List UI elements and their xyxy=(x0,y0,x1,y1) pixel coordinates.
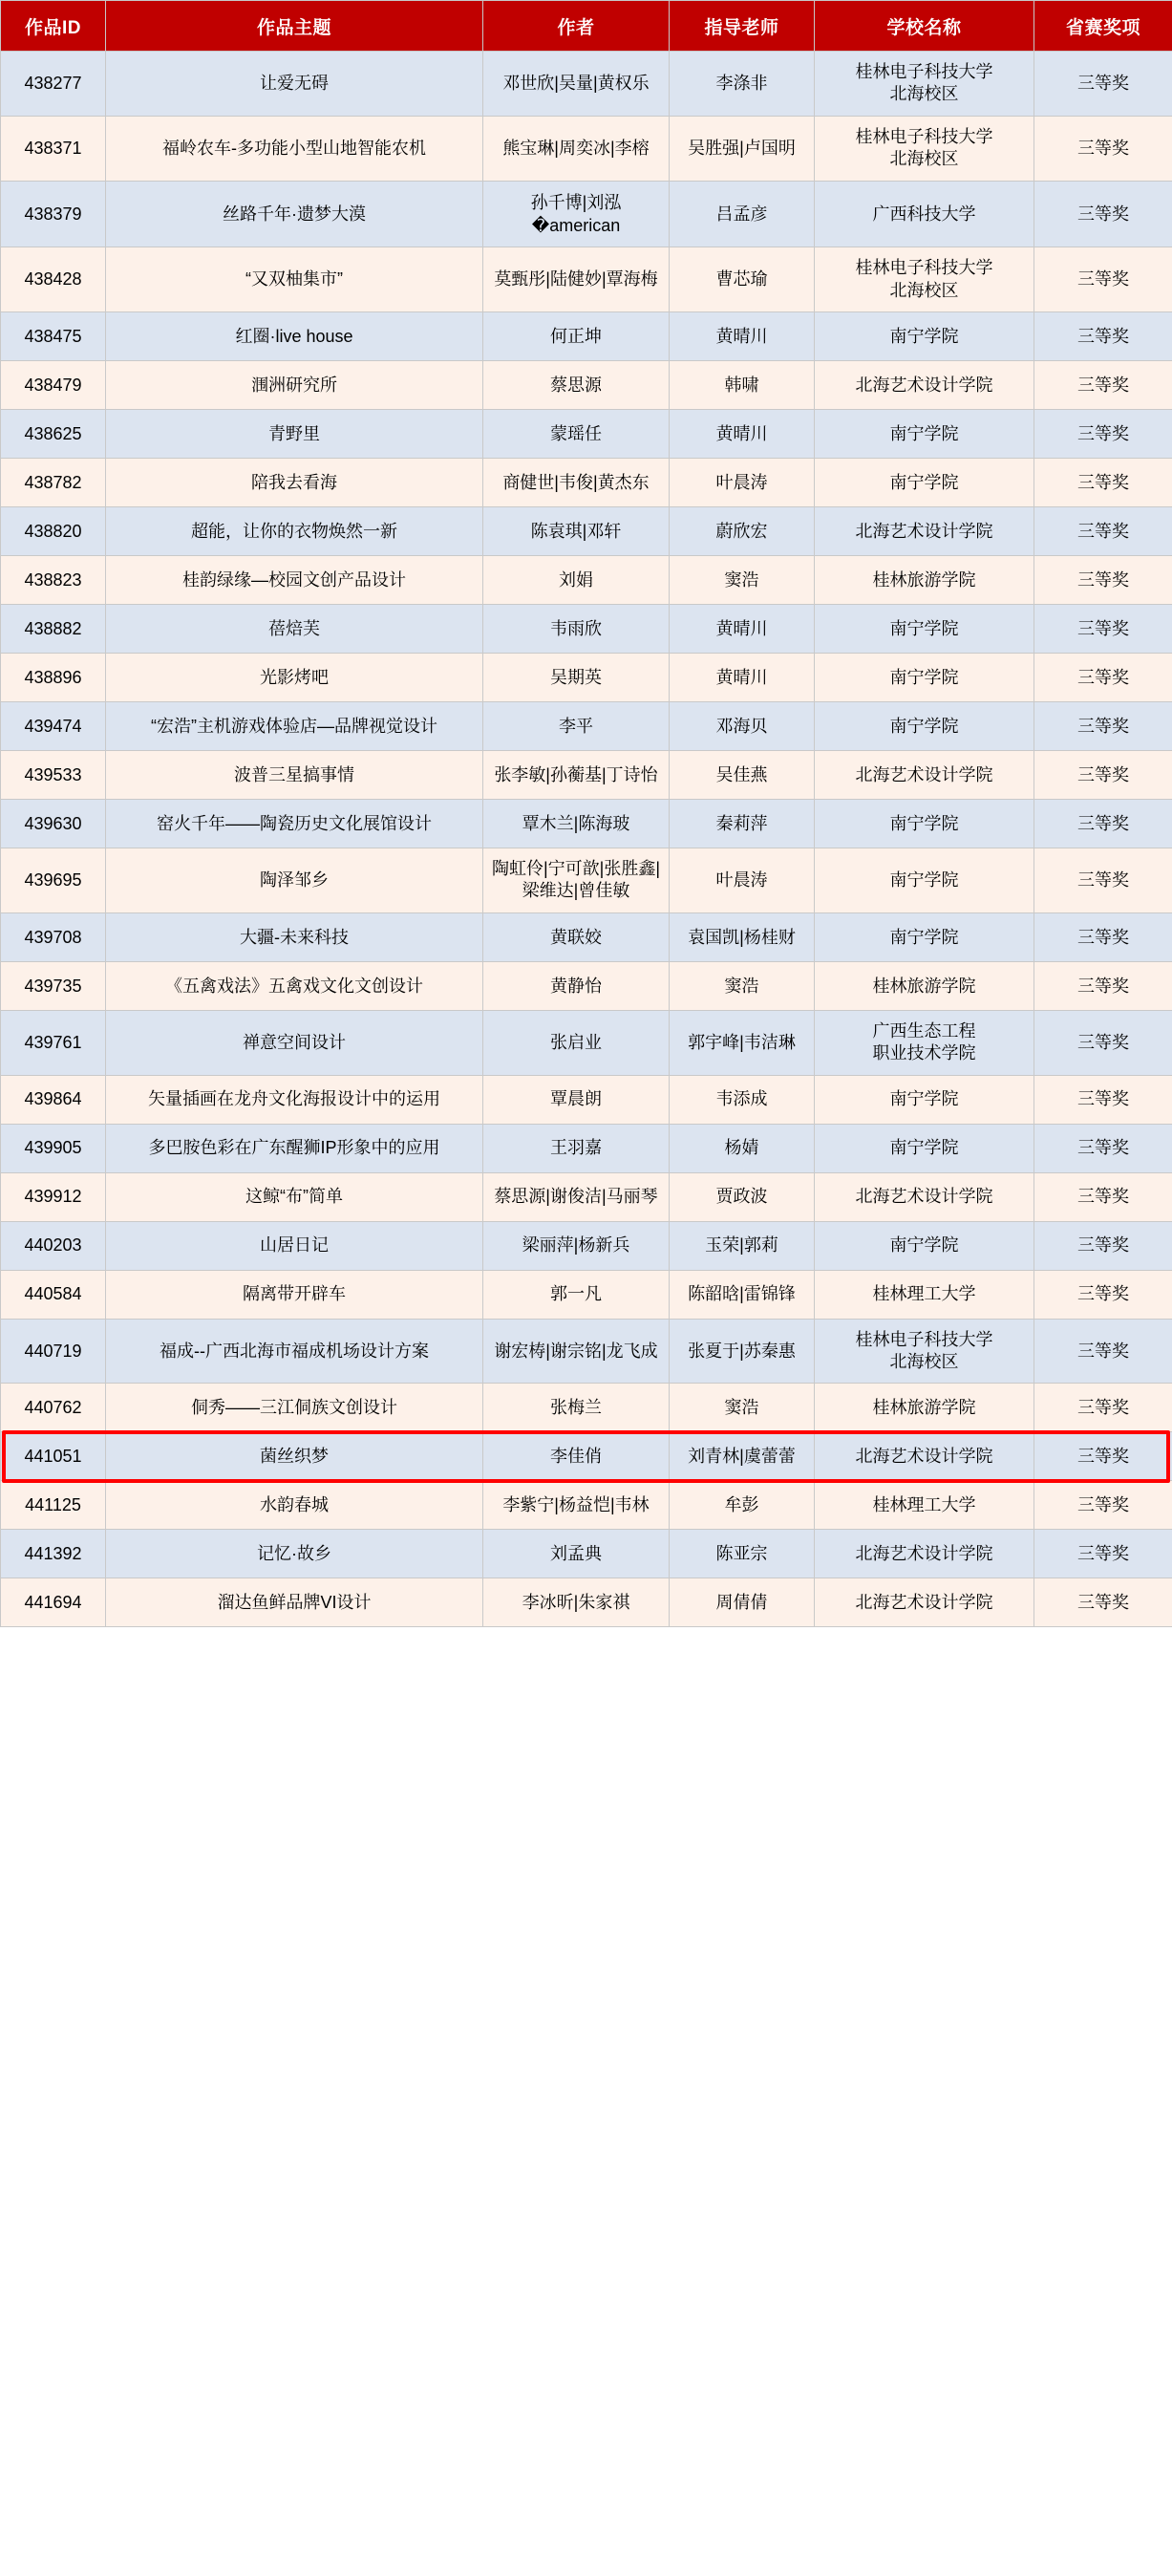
cell-work-title: 山居日记 xyxy=(106,1221,483,1270)
cell-work-title: 让爱无碍 xyxy=(106,52,483,117)
cell-teacher: 蔚欣宏 xyxy=(670,506,815,555)
cell-work-title: 福岭农车-多功能小型山地智能农机 xyxy=(106,116,483,181)
cell-work-id: 438896 xyxy=(1,653,106,701)
table-row xyxy=(1,799,1172,848)
cell-work-title: 侗秀——三江侗族文创设计 xyxy=(106,1384,483,1432)
column-header-authors: 作者 xyxy=(483,1,670,52)
cell-award: 三等奖 xyxy=(1034,360,1172,409)
cell-award: 三等奖 xyxy=(1034,750,1172,799)
cell-work-id: 440719 xyxy=(1,1319,106,1384)
cell-authors: 韦雨欣 xyxy=(483,604,670,653)
cell-work-title: 多巴胺色彩在广东醒狮IP形象中的应用 xyxy=(106,1124,483,1172)
cell-authors: 熊宝琳|周奕冰|李榕 xyxy=(483,116,670,181)
cell-authors: 吴期英 xyxy=(483,653,670,701)
cell-work-title: 陶泽邹乡 xyxy=(106,848,483,912)
cell-work-id: 438428 xyxy=(1,247,106,312)
cell-authors: 莫甄彤|陆健妙|覃海梅 xyxy=(483,247,670,312)
column-header-school: 学校名称 xyxy=(815,1,1034,52)
cell-teacher: 窦浩 xyxy=(670,1384,815,1432)
cell-teacher: 黄晴川 xyxy=(670,604,815,653)
cell-award: 三等奖 xyxy=(1034,1075,1172,1124)
cell-teacher: 韩啸 xyxy=(670,360,815,409)
cell-authors: 黄静怡 xyxy=(483,961,670,1010)
table-row xyxy=(1,701,1172,750)
table-row xyxy=(1,912,1172,961)
cell-school: 南宁学院 xyxy=(815,1075,1034,1124)
cell-award: 三等奖 xyxy=(1034,848,1172,912)
cell-teacher: 郭宇峰|韦洁琳 xyxy=(670,1010,815,1075)
cell-teacher: 李涤非 xyxy=(670,52,815,117)
cell-award: 三等奖 xyxy=(1034,912,1172,961)
cell-work-title: 超能，让你的衣物焕然一新 xyxy=(106,506,483,555)
cell-school: 广西生态工程 职业技术学院 xyxy=(815,1010,1034,1075)
cell-work-title: “又双柚集市” xyxy=(106,247,483,312)
cell-school: 南宁学院 xyxy=(815,1124,1034,1172)
cell-authors: 王羽嘉 xyxy=(483,1124,670,1172)
cell-work-id: 441694 xyxy=(1,1578,106,1627)
cell-award: 三等奖 xyxy=(1034,1432,1172,1481)
cell-teacher: 叶晨涛 xyxy=(670,848,815,912)
cell-work-id: 441125 xyxy=(1,1481,106,1530)
cell-teacher: 窦浩 xyxy=(670,961,815,1010)
cell-award: 三等奖 xyxy=(1034,1481,1172,1530)
cell-work-title: 菌丝织梦 xyxy=(106,1432,483,1481)
cell-work-id: 439474 xyxy=(1,701,106,750)
cell-authors: 商健世|韦俊|黄杰东 xyxy=(483,458,670,506)
cell-work-id: 439912 xyxy=(1,1172,106,1221)
cell-award: 三等奖 xyxy=(1034,409,1172,458)
cell-work-id: 438820 xyxy=(1,506,106,555)
table-body xyxy=(1,52,1172,1627)
cell-work-title: 青野里 xyxy=(106,409,483,458)
cell-authors: 蒙瑶任 xyxy=(483,409,670,458)
cell-teacher: 黄晴川 xyxy=(670,653,815,701)
cell-authors: 陈袁琪|邓轩 xyxy=(483,506,670,555)
cell-work-title: 丝路千年·遗梦大漠 xyxy=(106,181,483,247)
cell-school: 桂林旅游学院 xyxy=(815,1384,1034,1432)
cell-teacher: 黄晴川 xyxy=(670,409,815,458)
cell-authors: 陶虹伶|宁可歆|张胜鑫| 梁维达|曾佳敏 xyxy=(483,848,670,912)
cell-school: 南宁学院 xyxy=(815,409,1034,458)
cell-teacher: 窦浩 xyxy=(670,555,815,604)
cell-teacher: 刘青林|虞蕾蕾 xyxy=(670,1432,815,1481)
table-row xyxy=(1,555,1172,604)
cell-authors: 黄联姣 xyxy=(483,912,670,961)
cell-work-id: 438823 xyxy=(1,555,106,604)
cell-work-title: 大疆-未来科技 xyxy=(106,912,483,961)
cell-work-title: 记忆·故乡 xyxy=(106,1530,483,1578)
cell-teacher: 曹芯瑜 xyxy=(670,247,815,312)
cell-award: 三等奖 xyxy=(1034,1221,1172,1270)
cell-teacher: 贾政波 xyxy=(670,1172,815,1221)
cell-work-title: 蓓焙芙 xyxy=(106,604,483,653)
cell-work-title: 窑火千年——陶瓷历史文化展馆设计 xyxy=(106,799,483,848)
cell-school: 桂林旅游学院 xyxy=(815,555,1034,604)
cell-work-title: “宏浩”主机游戏体验店—品牌视觉设计 xyxy=(106,701,483,750)
cell-award: 三等奖 xyxy=(1034,247,1172,312)
cell-award: 三等奖 xyxy=(1034,701,1172,750)
cell-award: 三等奖 xyxy=(1034,1270,1172,1319)
table-row xyxy=(1,311,1172,360)
table-row xyxy=(1,1172,1172,1221)
cell-school: 桂林理工大学 xyxy=(815,1270,1034,1319)
cell-award: 三等奖 xyxy=(1034,311,1172,360)
table-row xyxy=(1,1124,1172,1172)
cell-school: 桂林电子科技大学 北海校区 xyxy=(815,116,1034,181)
cell-authors: 刘娟 xyxy=(483,555,670,604)
cell-work-id: 438782 xyxy=(1,458,106,506)
table-row xyxy=(1,1270,1172,1319)
table-row xyxy=(1,1010,1172,1075)
cell-work-id: 438371 xyxy=(1,116,106,181)
table-row xyxy=(1,1432,1172,1481)
cell-authors: 李佳俏 xyxy=(483,1432,670,1481)
cell-school: 北海艺术设计学院 xyxy=(815,360,1034,409)
column-header-id: 作品ID xyxy=(1,1,106,52)
table-row xyxy=(1,409,1172,458)
cell-teacher: 陈亚宗 xyxy=(670,1530,815,1578)
cell-work-title: 这鲸“布”简单 xyxy=(106,1172,483,1221)
cell-work-id: 439761 xyxy=(1,1010,106,1075)
cell-teacher: 秦莉萍 xyxy=(670,799,815,848)
table-row xyxy=(1,360,1172,409)
table-row xyxy=(1,1075,1172,1124)
cell-authors: 孙千博|刘泓�american xyxy=(483,181,670,247)
cell-authors: 李紫宁|杨益恺|韦林 xyxy=(483,1481,670,1530)
cell-work-id: 440762 xyxy=(1,1384,106,1432)
cell-work-title: 光影烤吧 xyxy=(106,653,483,701)
cell-school: 北海艺术设计学院 xyxy=(815,506,1034,555)
cell-award: 三等奖 xyxy=(1034,116,1172,181)
cell-school: 南宁学院 xyxy=(815,799,1034,848)
cell-authors: 蔡思源|谢俊洁|马丽琴 xyxy=(483,1172,670,1221)
cell-work-id: 439905 xyxy=(1,1124,106,1172)
cell-school: 北海艺术设计学院 xyxy=(815,1172,1034,1221)
cell-teacher: 吴佳燕 xyxy=(670,750,815,799)
cell-work-id: 439695 xyxy=(1,848,106,912)
cell-teacher: 袁国凯|杨桂财 xyxy=(670,912,815,961)
cell-work-title: 水韵春城 xyxy=(106,1481,483,1530)
table-row xyxy=(1,458,1172,506)
cell-teacher: 玉荣|郭莉 xyxy=(670,1221,815,1270)
cell-authors: 李平 xyxy=(483,701,670,750)
cell-teacher: 叶晨涛 xyxy=(670,458,815,506)
cell-work-title: 桂韵绿缘—校园文创产品设计 xyxy=(106,555,483,604)
cell-school: 南宁学院 xyxy=(815,848,1034,912)
cell-work-id: 440584 xyxy=(1,1270,106,1319)
cell-award: 三等奖 xyxy=(1034,1578,1172,1627)
cell-school: 北海艺术设计学院 xyxy=(815,1578,1034,1627)
cell-school: 桂林电子科技大学 北海校区 xyxy=(815,52,1034,117)
table-row xyxy=(1,653,1172,701)
cell-school: 南宁学院 xyxy=(815,653,1034,701)
cell-authors: 刘孟典 xyxy=(483,1530,670,1578)
table-row xyxy=(1,1384,1172,1432)
table-row xyxy=(1,1530,1172,1578)
cell-authors: 梁丽萍|杨新兵 xyxy=(483,1221,670,1270)
cell-authors: 张启业 xyxy=(483,1010,670,1075)
cell-teacher: 吕孟彦 xyxy=(670,181,815,247)
cell-school: 南宁学院 xyxy=(815,1221,1034,1270)
cell-work-id: 438882 xyxy=(1,604,106,653)
cell-award: 三等奖 xyxy=(1034,653,1172,701)
cell-award: 三等奖 xyxy=(1034,1384,1172,1432)
cell-award: 三等奖 xyxy=(1034,961,1172,1010)
cell-teacher: 邓海贝 xyxy=(670,701,815,750)
cell-work-title: 涠洲研究所 xyxy=(106,360,483,409)
table-row xyxy=(1,1221,1172,1270)
cell-work-id: 438277 xyxy=(1,52,106,117)
cell-work-id: 439533 xyxy=(1,750,106,799)
cell-award: 三等奖 xyxy=(1034,52,1172,117)
table-row xyxy=(1,52,1172,117)
cell-authors: 覃木兰|陈海玻 xyxy=(483,799,670,848)
cell-teacher: 杨婧 xyxy=(670,1124,815,1172)
cell-school: 北海艺术设计学院 xyxy=(815,750,1034,799)
table-header-row xyxy=(1,1,1172,52)
cell-authors: 何正坤 xyxy=(483,311,670,360)
cell-school: 北海艺术设计学院 xyxy=(815,1432,1034,1481)
cell-award: 三等奖 xyxy=(1034,799,1172,848)
cell-award: 三等奖 xyxy=(1034,1319,1172,1384)
table-row xyxy=(1,506,1172,555)
cell-award: 三等奖 xyxy=(1034,555,1172,604)
cell-work-title: 福成--广西北海市福成机场设计方案 xyxy=(106,1319,483,1384)
cell-work-title: 溜达鱼鲜品牌VI设计 xyxy=(106,1578,483,1627)
cell-work-id: 439864 xyxy=(1,1075,106,1124)
cell-school: 北海艺术设计学院 xyxy=(815,1530,1034,1578)
cell-authors: 谢宏梼|谢宗铭|龙飞成 xyxy=(483,1319,670,1384)
cell-award: 三等奖 xyxy=(1034,1124,1172,1172)
cell-award: 三等奖 xyxy=(1034,1172,1172,1221)
cell-school: 南宁学院 xyxy=(815,604,1034,653)
cell-school: 桂林理工大学 xyxy=(815,1481,1034,1530)
table-row xyxy=(1,116,1172,181)
cell-work-title: 波普三星搞事情 xyxy=(106,750,483,799)
cell-award: 三等奖 xyxy=(1034,604,1172,653)
cell-school: 桂林电子科技大学 北海校区 xyxy=(815,247,1034,312)
cell-authors: 李冰昕|朱家祺 xyxy=(483,1578,670,1627)
table-row xyxy=(1,181,1172,247)
cell-teacher: 张夏于|苏秦惠 xyxy=(670,1319,815,1384)
table-row xyxy=(1,1319,1172,1384)
table-row xyxy=(1,1481,1172,1530)
column-header-award: 省赛奖项 xyxy=(1034,1,1172,52)
column-header-title: 作品主题 xyxy=(106,1,483,52)
cell-work-id: 440203 xyxy=(1,1221,106,1270)
cell-work-title: 陪我去看海 xyxy=(106,458,483,506)
cell-work-title: 禅意空间设计 xyxy=(106,1010,483,1075)
cell-work-id: 438479 xyxy=(1,360,106,409)
cell-work-id: 441392 xyxy=(1,1530,106,1578)
cell-award: 三等奖 xyxy=(1034,181,1172,247)
cell-work-title: 矢量插画在龙舟文化海报设计中的运用 xyxy=(106,1075,483,1124)
cell-teacher: 陈韶晗|雷锦锋 xyxy=(670,1270,815,1319)
cell-authors: 张李敏|孙蘅基|丁诗怡 xyxy=(483,750,670,799)
table-row xyxy=(1,604,1172,653)
cell-teacher: 周倩倩 xyxy=(670,1578,815,1627)
cell-award: 三等奖 xyxy=(1034,1530,1172,1578)
cell-school: 桂林旅游学院 xyxy=(815,961,1034,1010)
column-header-teacher: 指导老师 xyxy=(670,1,815,52)
cell-school: 南宁学院 xyxy=(815,458,1034,506)
cell-school: 南宁学院 xyxy=(815,701,1034,750)
cell-authors: 郭一凡 xyxy=(483,1270,670,1319)
cell-award: 三等奖 xyxy=(1034,458,1172,506)
cell-authors: 覃晨朗 xyxy=(483,1075,670,1124)
cell-teacher: 牟彭 xyxy=(670,1481,815,1530)
cell-work-id: 438379 xyxy=(1,181,106,247)
cell-award: 三等奖 xyxy=(1034,1010,1172,1075)
cell-school: 广西科技大学 xyxy=(815,181,1034,247)
cell-teacher: 黄晴川 xyxy=(670,311,815,360)
cell-school: 南宁学院 xyxy=(815,311,1034,360)
cell-school: 南宁学院 xyxy=(815,912,1034,961)
cell-authors: 张梅兰 xyxy=(483,1384,670,1432)
cell-work-id: 438625 xyxy=(1,409,106,458)
cell-work-title: 《五禽戏法》五禽戏文化文创设计 xyxy=(106,961,483,1010)
table-row xyxy=(1,848,1172,912)
table-row xyxy=(1,1578,1172,1627)
cell-award: 三等奖 xyxy=(1034,506,1172,555)
cell-work-id: 441051 xyxy=(1,1432,106,1481)
cell-work-id: 439630 xyxy=(1,799,106,848)
cell-work-title: 隔离带开辟车 xyxy=(106,1270,483,1319)
cell-work-title: 红圈·live house xyxy=(106,311,483,360)
cell-work-id: 439735 xyxy=(1,961,106,1010)
cell-work-id: 439708 xyxy=(1,912,106,961)
table-row xyxy=(1,750,1172,799)
cell-work-id: 438475 xyxy=(1,311,106,360)
cell-authors: 蔡思源 xyxy=(483,360,670,409)
cell-teacher: 韦添成 xyxy=(670,1075,815,1124)
cell-authors: 邓世欣|吴量|黄权乐 xyxy=(483,52,670,117)
table-row xyxy=(1,961,1172,1010)
cell-school: 桂林电子科技大学 北海校区 xyxy=(815,1319,1034,1384)
table-row xyxy=(1,247,1172,312)
cell-teacher: 吴胜强|卢国明 xyxy=(670,116,815,181)
